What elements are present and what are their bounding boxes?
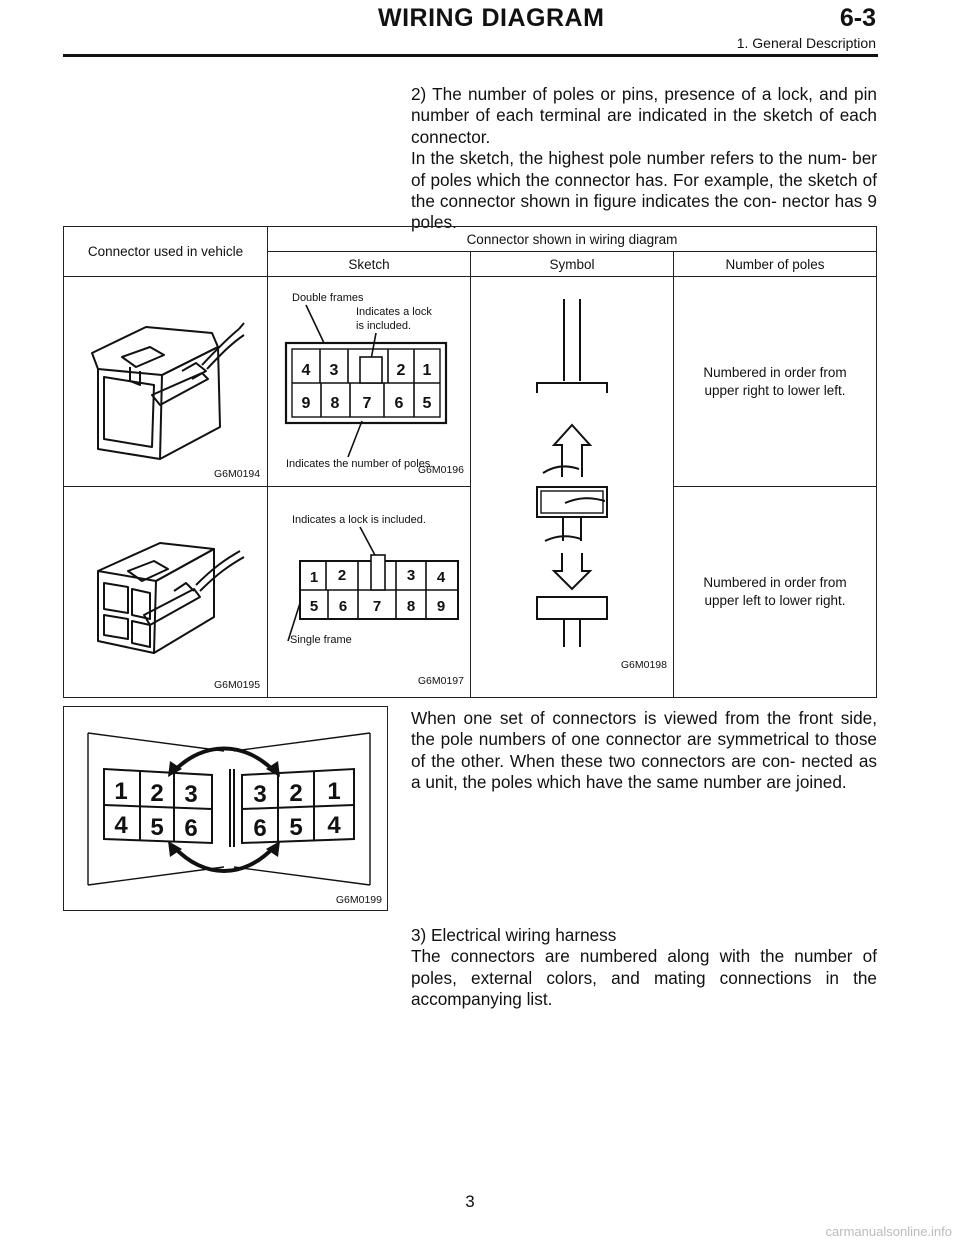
page-number: 3 — [465, 1192, 475, 1211]
intro-paragraph — [411, 84, 877, 234]
sketch2-bottom-2: 6 — [338, 598, 348, 615]
sketch-cell-2 — [268, 487, 471, 698]
sketch1-bottom-4: 6 — [394, 395, 404, 412]
sketch-code-2: G6M0197 — [417, 675, 464, 687]
sketch2-top-2: 2 — [337, 567, 347, 584]
pair-left-bottom-1: 4 — [114, 812, 128, 839]
harness-body: The connectors are numbered along with the number of poles, external colors, and mating connections in the accompanying list. — [411, 946, 877, 1010]
sketch2-bottom-3: 7 — [372, 598, 382, 615]
sketch2-bottom-4: 8 — [406, 598, 416, 615]
pair-left-bottom-3: 6 — [184, 815, 198, 842]
poles-note-2: Numbered in order from upper left to lower right. — [674, 487, 877, 698]
pair-right-bottom-3: 4 — [327, 812, 341, 839]
label-lock-2: is included. — [356, 320, 412, 332]
sketch1-top-4: 1 — [422, 362, 432, 379]
pair-left-top-1: 1 — [114, 778, 128, 805]
harness-paragraph — [411, 925, 877, 1011]
sketch-code-1: G6M0196 — [417, 464, 464, 476]
sketch1-bottom-3: 7 — [362, 395, 372, 412]
sketch1-top-2: 3 — [329, 362, 339, 379]
symbol-cell — [471, 277, 674, 698]
section-number: 6-3 — [839, 4, 876, 32]
sketch2-top-3: 3 — [406, 567, 416, 584]
pair-left-bottom-2: 5 — [150, 814, 164, 841]
header-rule — [63, 54, 878, 57]
intro-text-1: 2) The number of poles or pins, presence of a lock, and pin number of each terminal are indicated in the sketch of each connector. — [411, 84, 877, 147]
connector-table — [63, 226, 877, 698]
footer-watermark: carmanualsonline.info — [825, 1224, 952, 1239]
vehicle-code-2: G6M0195 — [214, 679, 261, 691]
header-wiring-group: Connector shown in wiring diagram — [268, 227, 877, 252]
sketch-single-frame — [268, 487, 470, 694]
sketch2-top-4: 4 — [436, 569, 446, 586]
connector-pair-drawing — [64, 707, 387, 910]
vehicle-code-1: G6M0194 — [214, 468, 261, 480]
sketch1-bottom-2: 8 — [330, 395, 340, 412]
connector-pair-figure — [63, 706, 388, 911]
pair-figure-code: G6M0199 — [335, 894, 382, 906]
label-lock-1: Indicates a lock — [356, 306, 432, 318]
sketch2-bottom-1: 5 — [309, 598, 319, 615]
pair-right-top-2: 2 — [289, 780, 303, 807]
pair-text: When one set of connectors is viewed from the front side, the pole numbers of one connector are symmetrical to those of the other. When these two connectors are con- nected as a unit, the poles which have the same number are joined. — [411, 708, 877, 793]
page-header-title: WIRING DIAGRAM — [378, 4, 605, 32]
label-double-frames: Double frames — [292, 292, 364, 304]
poles-note-1: Numbered in order from upper right to lower left. — [674, 277, 877, 487]
sketch1-bottom-1: 9 — [301, 395, 311, 412]
pair-right-top-1: 3 — [253, 781, 267, 808]
harness-heading: 3) Electrical wiring harness — [411, 925, 617, 945]
sketch1-top-3: 2 — [396, 362, 406, 379]
vehicle-connector-image-2 — [64, 487, 267, 694]
sketch-double-frame — [268, 277, 470, 483]
label-number-of-poles: Indicates the number of poles. — [286, 458, 434, 470]
header-poles: Number of poles — [674, 252, 877, 277]
sketch2-bottom-5: 9 — [436, 598, 446, 615]
pair-left-top-2: 2 — [150, 780, 164, 807]
pair-right-bottom-1: 6 — [253, 815, 267, 842]
header-vehicle: Connector used in vehicle — [64, 227, 268, 277]
sketch1-bottom-5: 5 — [422, 395, 432, 412]
connector-symbol-diagram — [471, 279, 673, 693]
label-lock-included: Indicates a lock is included. — [292, 514, 426, 526]
pair-right-bottom-2: 5 — [289, 814, 303, 841]
section-subtitle: 1. General Description — [736, 35, 876, 51]
vehicle-connector-image-1 — [64, 277, 267, 483]
pair-left-top-3: 3 — [184, 781, 198, 808]
header-symbol: Symbol — [471, 252, 674, 277]
pair-paragraph — [411, 708, 877, 794]
pair-right-top-3: 1 — [327, 778, 341, 805]
sketch1-top-1: 4 — [301, 362, 311, 379]
header-sketch: Sketch — [268, 252, 471, 277]
label-single-frame: Single frame — [290, 634, 352, 646]
vehicle-connector-cell-1 — [64, 277, 268, 487]
vehicle-connector-cell-2 — [64, 487, 268, 698]
symbol-code: G6M0198 — [620, 659, 667, 671]
sketch2-top-1: 1 — [309, 569, 319, 586]
intro-text-2: In the sketch, the highest pole number refers to the num- ber of poles which the connector has. For example, the sketch of the connector shown in figure indicates the con- nector has 9 poles. — [411, 148, 877, 233]
sketch-cell-1 — [268, 277, 471, 487]
